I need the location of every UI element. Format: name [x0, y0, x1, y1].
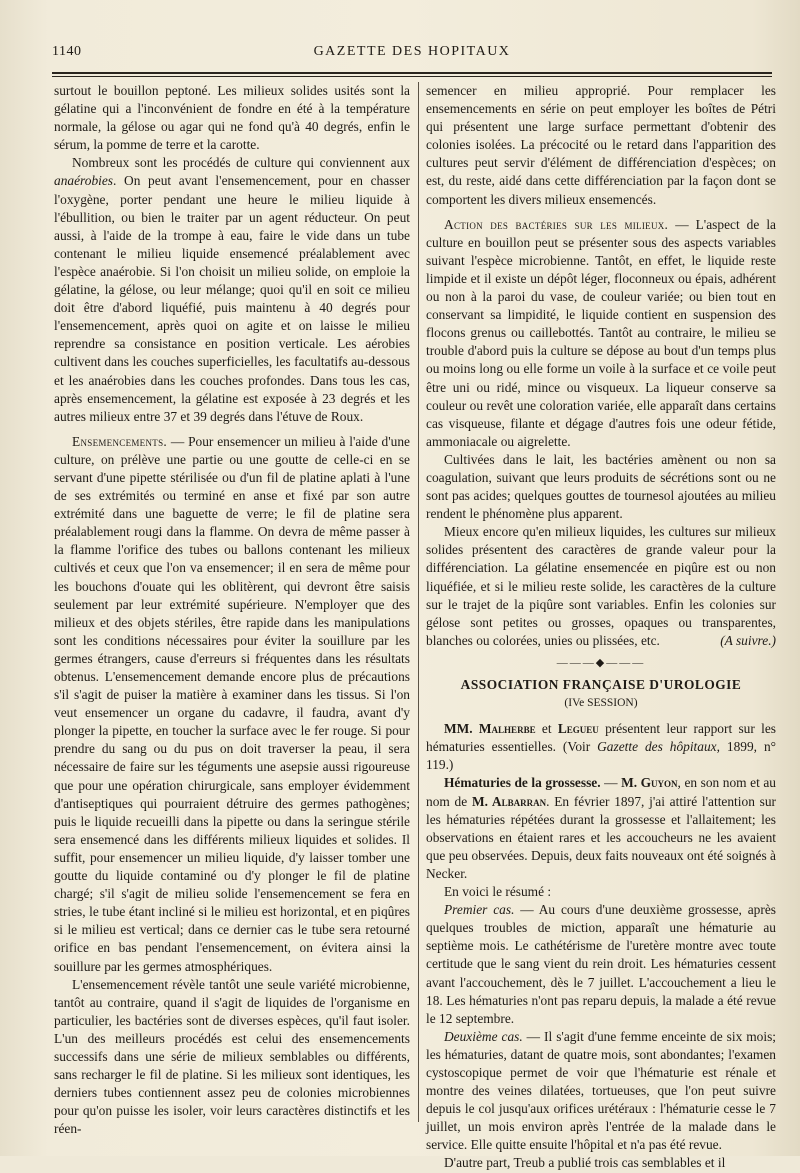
paragraph [426, 901, 776, 1028]
continued-note: (A suivre.) [720, 632, 776, 648]
author-name: M. Guyon [621, 775, 678, 791]
paragraph [54, 154, 410, 425]
header-rule-thin [52, 76, 772, 77]
text: présentent leur rapport sur les hématuries essentielles. (Voir [426, 721, 777, 755]
text: — Au cours d'une deuxième grossesse, après quelques troubles de miction, apparaît une hématurie au septième mois. Le cathétérisme de l'uretère montre avec toute certitude que le sang vient du rein droit. Les hématuries cessent avant l'accouchement, dès le 7 juillet. L'accouchement a lieu le 18. Les hématuries n'ont pas reparu depuis, la malade a été revue le 12 septembre. [426, 902, 776, 1026]
journal-title: GAZETTE DES HOPITAUX [313, 44, 511, 59]
paragraph [426, 774, 776, 883]
column-divider [418, 82, 419, 1122]
paragraph: surtout le bouillon peptoné. Les milieux solides usités sont la gélatine qui a l'inconvénient de fondre en été à la température normale, la gélose ou agar qui ne fond qu'à 40 degrés, enfin le sérum, la pomme de terre et la carotte. [54, 83, 410, 153]
page-header [52, 40, 772, 66]
paragraph [54, 433, 410, 976]
reference: Gazette des hôpitaux [597, 739, 717, 755]
right-column [426, 82, 776, 1173]
author-names: MM. Malherbe [444, 721, 536, 737]
text: . En février 1897, j'ai attiré l'attention sur les hématuries répétées durant la grossesse et l'allaitement; les observations en étaient rares et les accoucheurs ne les avaient que peu observées. Depuis, deux faits nouveaux ont été soignés à Necker. [426, 793, 776, 881]
paragraph [426, 1028, 776, 1155]
paragraph: L'ensemencement révèle tantôt une seule variété microbienne, tantôt au contraire, quand il s'agit de liquides de l'organisme en particulier, les bactéries sont de diverses espèces, qu'il faut isoler. L'un des meilleurs procédés est celui des ensemencements successifs dans une série de milieux semblables ou différents, sans recharger le fil de platine. Si les milieux sont identiques, les derniers tubes contiennent assez peu de colonies microbiennes pour qu'on puisse les isoler, voir leurs caractères distinctifs et les réen- [54, 976, 410, 1137]
paragraph [426, 720, 776, 774]
text: Nombreux sont les procédés de culture qui conviennent aux [72, 155, 410, 171]
text: , 1899, n° 119.) [426, 739, 776, 773]
separator-ornament: ———◆——— [556, 656, 646, 669]
left-column [54, 82, 410, 1138]
section-subtitle: (IVe SESSION) [564, 697, 638, 710]
text: Mieux encore qu'en milieux liquides, les cultures sur milieux solides présentent des caractères de grande valeur pour la différenciation. La gélatine ensemencée en piqûre est ou non liquéfiée, et si le milieu reste solide, les caractères de la culture sur le trajet de la piqûre sont variables. Enfin les colonies sur gélose sont petites ou grosses, opaques ou transparentes, blanches ou colorées, unies ou plissées, etc. [426, 524, 776, 648]
text: — Il s'agit d'une femme enceinte de six mois; les hématuries, datant de quatre mois, sont abondantes; l'examen cystoscopique permet de voir que l'hématurie est rénale et montre des veines dilatées, tortueuses, que l'on peut suivre depuis le col jusqu'aux orifices urétéraux : l'hématurie cesse le 7 juillet, un mois environ après l'entrée de la malade dans le service. Elle quitte ensuite l'hôpital et n'a pas été revue. [426, 1028, 776, 1153]
text: et [535, 721, 558, 737]
text: — [600, 775, 622, 791]
paragraph: semencer en milieu approprié. Pour remplacer les ensemencements en série on peut employer les boîtes de Pétri qui présentent une large surface permettant d'obtenir des colonies isolées. La précocité ou le retard dans l'apparition des cultures peut servir d'élément de différenciation d'espèces; on est, du reste, aidé dans cette différenciation par la façon dont se comportent les divers milieux ensemencés. [426, 83, 776, 207]
text: . On peut avant l'ensemencement, pour en chasser l'oxygène, porter pendant une heure le milieu liquide à l'ébullition, ou bien le traiter par un agent réducteur. On peut aussi, à l'aide de la trompe à eau, faire le vide dans un tube contenant le milieu liquide ensemencé préalablement avec l'espèce anaérobie. Si l'on choisit un milieu solide, on emploie la gélatine, la gélose, ou leur mélange; quoi qu'il en soit ce milieu doit être d'abord liquéfié, puis maintenu à 40 degrés pour l'ensemencement, après quoi on agite et on laisse le milieu reprendre sa consistance en position verticale. Les aérobies cultivent dans les couches superficielles, les facultatifs au-dessous et les anaérobies dans les couches profondes. Dans tous les cas, après ensemencement, la gélatine est exposée à 23 degrés et les autres milieux entre 37 et 39 degrés dans l'étuve de Roux. [54, 173, 410, 424]
paragraph: En voici le résumé : [444, 884, 552, 900]
text: , en son nom et au nom de [426, 775, 777, 809]
case-heading: Deuxième cas. [444, 1028, 523, 1044]
case-heading: Premier cas. [444, 902, 515, 918]
section-heading: Hématuries de la grossesse. [444, 775, 601, 791]
emphasis: anaérobies [54, 173, 114, 189]
text: — L'aspect de la culture en bouillon peut se présenter sous des aspects variables suivant l'espèce microbienne. Tantôt, en effet, le liquide reste limpide et il existe un dépôt léger, floconneux ou épais, adhérent ou non à la paroi du vase, de couleur variée; ou bien tout en conservant sa limpidité, le liquide contient en suspension des flocons grenus ou caillebottés. Tantôt au contraire, le milieu se trouble d'abord puis la culture se dépose au bout d'un temps plus ou moins long ou elle forme un voile à la surface et ce voile peut être uni ou ridé, mince ou visqueux. La liqueur conserve sa couleur ou revêt une coloration variée, elle apparaît dans certains cas visqueuse, filante et dégage d'autres fois une odeur fétide, ammoniacale ou aigrelette. [426, 216, 777, 449]
section-heading: Ensemencements. [72, 433, 168, 449]
text: — Pour ensemencer un milieu à l'aide d'une culture, on prélève une partie ou une goutte de celle-ci en se servant d'une pipette stérilisée ou d'un fil de platine aplati à l'une de ses extrémités ou terminé en anse et fixé par son autre extrémité dans une baguette de verre; le fil de platine sera préalablement rougi dans la flamme. On devra de même passer à la flamme l'orifice des tubes ou ballons contenant les milieux cultivés et ceux que l'on va ensemencer; il en sera de même pour les bouchons d'ouate qui les oblitèrent, qui devront être saisis seulement par leur extrémité supérieure. N'employer que des milieux et des objets stériles, être rapide dans les manipulations sont les conditions nécessaires pour éviter la souillure par les germes étrangers, cause d'erreurs si fréquentes dans les résultats obtenus. L'ensemencement demande encore plus de précautions s'il s'agit de puiser la matière à examiner dans les tissus. Si l'on veut ensemencer un organe du cadavre, il faudra, avant d'y plonger la pipette, en toucher la surface avec le fer rouge. Si pour prendre du sang ou du pus on doit traverser la peau, il sera nécessaire de faire sur les téguments une asepsie aussi rigoureuse que pour une opération chirurgicale, sans employer évidemment d'antiseptiques qui pourraient détruire des germes pathogènes; puis le liquide recueilli dans la pipette ou dans la seringue stérile sera ensemencé dans les différents milieux liquides et solides. Il suffit, pour ensemencer un milieu liquide, d'y laisser tomber une goutte du liquide contaminé ou d'y plonger le fil de platine chargé; s'il s'agit de milieu solide l'ensemencement se fera en stries, le tube étant incliné si le milieu est horizontal, et en piqûres si le milieu est vertical; dans ce dernier cas le tube sera retourné orifice en bas pendant l'ensemencement, on évitera ainsi la souillure par les germes atmosphériques. [54, 433, 410, 974]
author-names: Legueu [557, 721, 599, 737]
paragraph: Cultivées dans le lait, les bactéries amènent ou non sa coagulation, suivant que leurs produits de sécrétions sont ou ne sont pas acides; quelques gouttes de tournesol ajoutées au milieu rendent le phénomène plus apparent. [426, 451, 776, 522]
paragraph: D'autre part, Treub a publié trois cas semblables et il [444, 1155, 726, 1171]
section-title: ASSOCIATION FRANÇAISE D'UROLOGIE [460, 677, 742, 692]
section-heading: Action des bactéries sur les milieux. [444, 216, 669, 232]
page-number: 1140 [52, 44, 82, 59]
header-rule-thick [52, 72, 772, 74]
paragraph [426, 523, 776, 650]
paragraph [426, 216, 776, 451]
author-name: M. Albarran [471, 793, 547, 809]
